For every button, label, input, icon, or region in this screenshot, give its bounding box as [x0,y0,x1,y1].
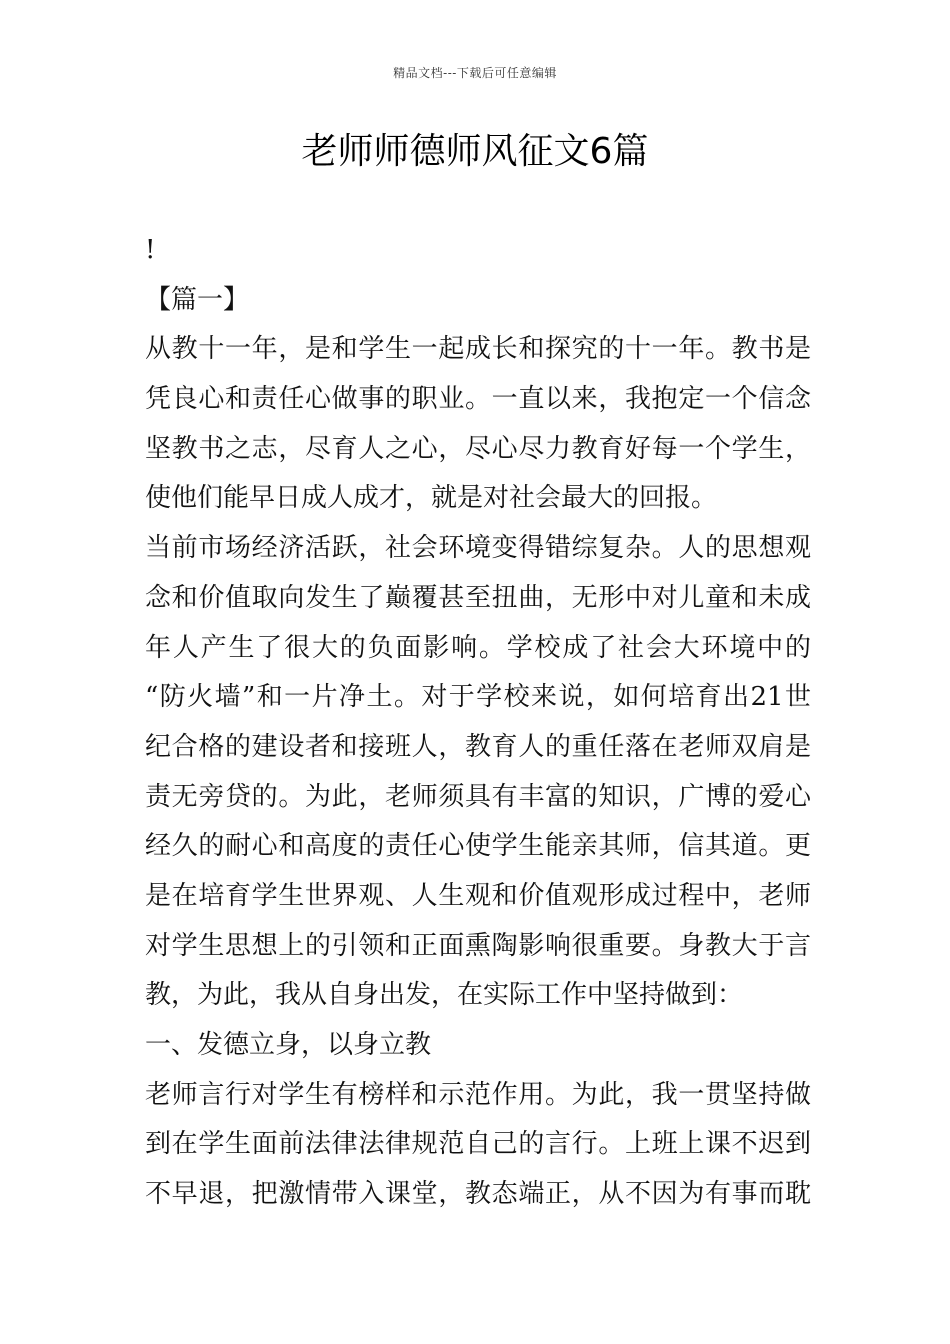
text-line: 老师言行对学生有榜样和示范作用。为此，我一贯坚持做 [145,1079,811,1110]
text-line: 坚教书之志，尽育人之心，尽心尽力教育好每一个学生， [145,433,811,464]
text-line: 一、发德立身，以身立教 [145,1030,432,1060]
text-line: 是在培育学生世界观、人生观和价值观形成过程中，老师 [145,880,811,911]
text-line: 从教十一年，是和学生一起成长和探究的十一年。教书是 [145,334,811,365]
header-note: 精品文档---下载后可任意编辑 [393,66,557,80]
text-line: ! [145,235,156,265]
text-line: 教，为此，我从自身出发，在实际工作中坚持做到： [145,980,744,1011]
text-line: 凭良心和责任心做事的职业。一直以来，我抱定一个信念 [145,384,811,415]
text-line: 年人产生了很大的负面影响。学校成了社会大环境中的 [145,632,811,663]
text-line: 【篇一】 [145,284,250,315]
document-title: 老师师德师风征文6篇 [301,131,649,172]
text-line: 纪合格的建设者和接班人，教育人的重任落在老师双肩是 [145,731,811,762]
document-body [145,226,811,1220]
text-line: 经久的耐心和高度的责任心使学生能亲其师，信其道。更 [145,831,811,862]
text-line: 当前市场经济活跃，社会环境变得错综复杂。人的思想观 [145,533,811,564]
text-line: 责无旁贷的。为此，老师须具有丰富的知识，广博的爱心 [145,781,811,812]
text-line: 不早退，把激情带入课堂，教态端正，从不因为有事而耽 [145,1179,811,1210]
text-line: 使他们能早日成人成才，就是对社会最大的回报。 [145,483,718,514]
text-line: 对学生思想上的引领和正面熏陶影响很重要。身教大于言 [145,930,811,961]
text-line: “防火墙”和一片净土。对于学校来说，如何培育出21世 [145,682,811,713]
text-line: 念和价值取向发生了巅覆甚至扭曲，无形中对儿童和未成 [145,582,811,613]
text-line: 到在学生面前法律法律规范自己的言行。上班上课不迟到 [145,1129,811,1160]
